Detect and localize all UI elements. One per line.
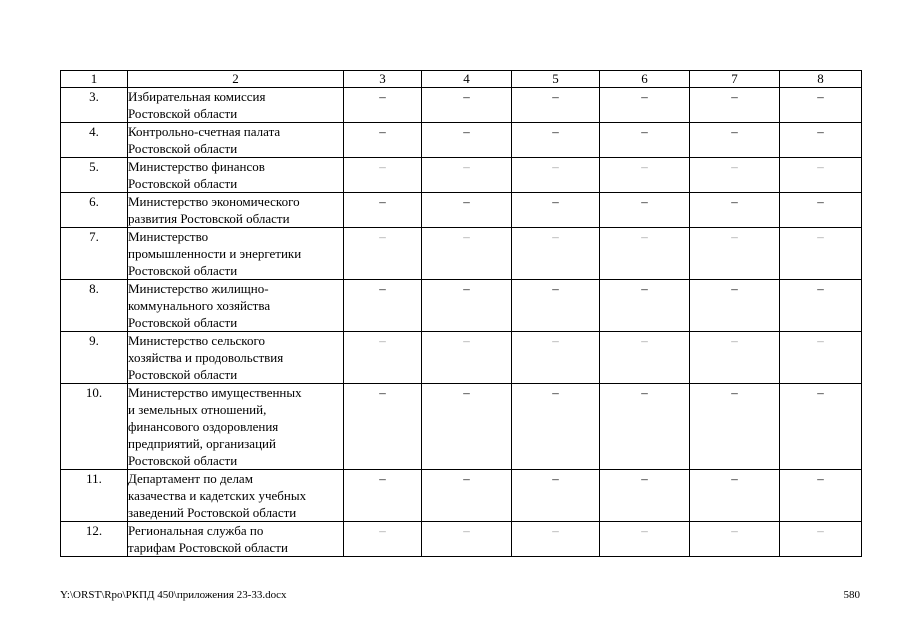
- organization-name-line: Региональная служба по: [128, 523, 264, 538]
- value-cell-col-3: –: [344, 332, 422, 384]
- value-cell-col-8: –: [780, 88, 862, 123]
- row-number-cell: 5.: [61, 158, 128, 193]
- organization-name-line: казачества и кадетских учебных: [128, 488, 307, 503]
- value-cell-col-8: –: [780, 332, 862, 384]
- value-cell-col-5: –: [512, 158, 600, 193]
- organization-name-cell: [128, 228, 344, 280]
- organization-name-line: Ростовской области: [128, 141, 238, 156]
- value-cell-col-7: –: [690, 228, 780, 280]
- value-cell-col-3: –: [344, 522, 422, 557]
- organization-name-line: финансового оздоровления: [128, 419, 279, 434]
- column-header-6: 6: [600, 71, 690, 88]
- row-number-cell: 8.: [61, 280, 128, 332]
- row-number-cell: 9.: [61, 332, 128, 384]
- column-header-1: 1: [61, 71, 128, 88]
- value-cell-col-8: –: [780, 384, 862, 470]
- organization-name-line: Ростовской области: [128, 106, 238, 121]
- value-cell-col-6: –: [600, 384, 690, 470]
- table-row: [61, 332, 862, 384]
- table-header-row: [61, 71, 862, 88]
- value-cell-col-7: –: [690, 123, 780, 158]
- organization-name-cell: [128, 280, 344, 332]
- value-cell-col-4: –: [422, 522, 512, 557]
- value-cell-col-3: –: [344, 470, 422, 522]
- row-number-cell: 7.: [61, 228, 128, 280]
- row-number-cell: 6.: [61, 193, 128, 228]
- organization-name-cell: [128, 522, 344, 557]
- value-cell-col-7: –: [690, 522, 780, 557]
- value-cell-col-4: –: [422, 332, 512, 384]
- value-cell-col-4: –: [422, 228, 512, 280]
- organization-name-cell: [128, 158, 344, 193]
- value-cell-col-5: –: [512, 384, 600, 470]
- column-header-7: 7: [690, 71, 780, 88]
- value-cell-col-4: –: [422, 193, 512, 228]
- row-number-cell: 4.: [61, 123, 128, 158]
- column-header-4: 4: [422, 71, 512, 88]
- value-cell-col-3: –: [344, 228, 422, 280]
- column-header-5: 5: [512, 71, 600, 88]
- organization-name-line: хозяйства и продовольствия: [128, 350, 284, 365]
- value-cell-col-5: –: [512, 522, 600, 557]
- organization-name-line: Ростовской области: [128, 367, 238, 382]
- value-cell-col-6: –: [600, 123, 690, 158]
- value-cell-col-7: –: [690, 280, 780, 332]
- column-header-8: 8: [780, 71, 862, 88]
- value-cell-col-5: –: [512, 228, 600, 280]
- table-row: [61, 193, 862, 228]
- organization-name-line: Министерство имущественных: [128, 385, 302, 400]
- value-cell-col-5: –: [512, 193, 600, 228]
- value-cell-col-8: –: [780, 228, 862, 280]
- value-cell-col-3: –: [344, 193, 422, 228]
- organization-name-line: Министерство экономического: [128, 194, 300, 209]
- value-cell-col-5: –: [512, 280, 600, 332]
- row-number-cell: 12.: [61, 522, 128, 557]
- table-row: [61, 280, 862, 332]
- value-cell-col-3: –: [344, 280, 422, 332]
- value-cell-col-4: –: [422, 470, 512, 522]
- value-cell-col-3: –: [344, 158, 422, 193]
- value-cell-col-4: –: [422, 158, 512, 193]
- organization-name-line: развития Ростовской области: [128, 211, 290, 226]
- table-row: [61, 123, 862, 158]
- table-body: [61, 88, 862, 557]
- organization-name-line: коммунального хозяйства: [128, 298, 271, 313]
- value-cell-col-6: –: [600, 158, 690, 193]
- organization-name-line: Министерство жилищно-: [128, 281, 269, 296]
- value-cell-col-6: –: [600, 193, 690, 228]
- value-cell-col-7: –: [690, 332, 780, 384]
- organization-name-line: Министерство сельского: [128, 333, 265, 348]
- table-row: [61, 228, 862, 280]
- value-cell-col-6: –: [600, 280, 690, 332]
- value-cell-col-5: –: [512, 123, 600, 158]
- organization-name-line: Министерство: [128, 229, 209, 244]
- table-row: [61, 384, 862, 470]
- row-number-cell: 10.: [61, 384, 128, 470]
- value-cell-col-5: –: [512, 332, 600, 384]
- value-cell-col-4: –: [422, 384, 512, 470]
- organization-name-line: промышленности и энергетики: [128, 246, 302, 261]
- value-cell-col-6: –: [600, 228, 690, 280]
- value-cell-col-5: –: [512, 470, 600, 522]
- value-cell-col-6: –: [600, 522, 690, 557]
- organization-name-line: Ростовской области: [128, 453, 238, 468]
- organization-name-cell: [128, 470, 344, 522]
- value-cell-col-6: –: [600, 470, 690, 522]
- organization-name-line: Ростовской области: [128, 176, 238, 191]
- organization-name-line: заведений Ростовской области: [128, 505, 297, 520]
- value-cell-col-7: –: [690, 384, 780, 470]
- value-cell-col-8: –: [780, 280, 862, 332]
- organization-name-cell: [128, 332, 344, 384]
- value-cell-col-8: –: [780, 470, 862, 522]
- organization-name-line: предприятий, организаций: [128, 436, 276, 451]
- value-cell-col-7: –: [690, 158, 780, 193]
- value-cell-col-7: –: [690, 470, 780, 522]
- organization-name-line: Избирательная комиссия: [128, 89, 266, 104]
- table-row: [61, 470, 862, 522]
- data-table: [60, 70, 862, 557]
- value-cell-col-4: –: [422, 88, 512, 123]
- row-number-cell: 3.: [61, 88, 128, 123]
- footer-page-number: 580: [843, 589, 860, 601]
- value-cell-col-8: –: [780, 158, 862, 193]
- organization-name-line: и земельных отношений,: [128, 402, 267, 417]
- organization-name-cell: [128, 123, 344, 158]
- column-header-2: 2: [128, 71, 344, 88]
- value-cell-col-3: –: [344, 384, 422, 470]
- row-number-cell: 11.: [61, 470, 128, 522]
- table-row: [61, 522, 862, 557]
- table-row: [61, 158, 862, 193]
- value-cell-col-8: –: [780, 522, 862, 557]
- value-cell-col-4: –: [422, 123, 512, 158]
- value-cell-col-5: –: [512, 88, 600, 123]
- organization-name-line: Департамент по делам: [128, 471, 253, 486]
- table-row: [61, 88, 862, 123]
- organization-name-cell: [128, 384, 344, 470]
- value-cell-col-3: –: [344, 88, 422, 123]
- organization-name-line: тарифам Ростовской области: [128, 540, 288, 555]
- organization-name-line: Министерство финансов: [128, 159, 265, 174]
- organization-name-cell: [128, 193, 344, 228]
- organization-name-line: Контрольно-счетная палата: [128, 124, 281, 139]
- column-header-3: 3: [344, 71, 422, 88]
- value-cell-col-6: –: [600, 332, 690, 384]
- value-cell-col-8: –: [780, 193, 862, 228]
- value-cell-col-7: –: [690, 193, 780, 228]
- value-cell-col-8: –: [780, 123, 862, 158]
- organization-name-line: Ростовской области: [128, 315, 238, 330]
- organization-name-line: Ростовской области: [128, 263, 238, 278]
- value-cell-col-3: –: [344, 123, 422, 158]
- value-cell-col-7: –: [690, 88, 780, 123]
- value-cell-col-4: –: [422, 280, 512, 332]
- footer-file-path: Y:\ORST\Rpo\РКПД 450\приложения 23-33.docx: [60, 589, 287, 601]
- value-cell-col-6: –: [600, 88, 690, 123]
- organization-name-cell: [128, 88, 344, 123]
